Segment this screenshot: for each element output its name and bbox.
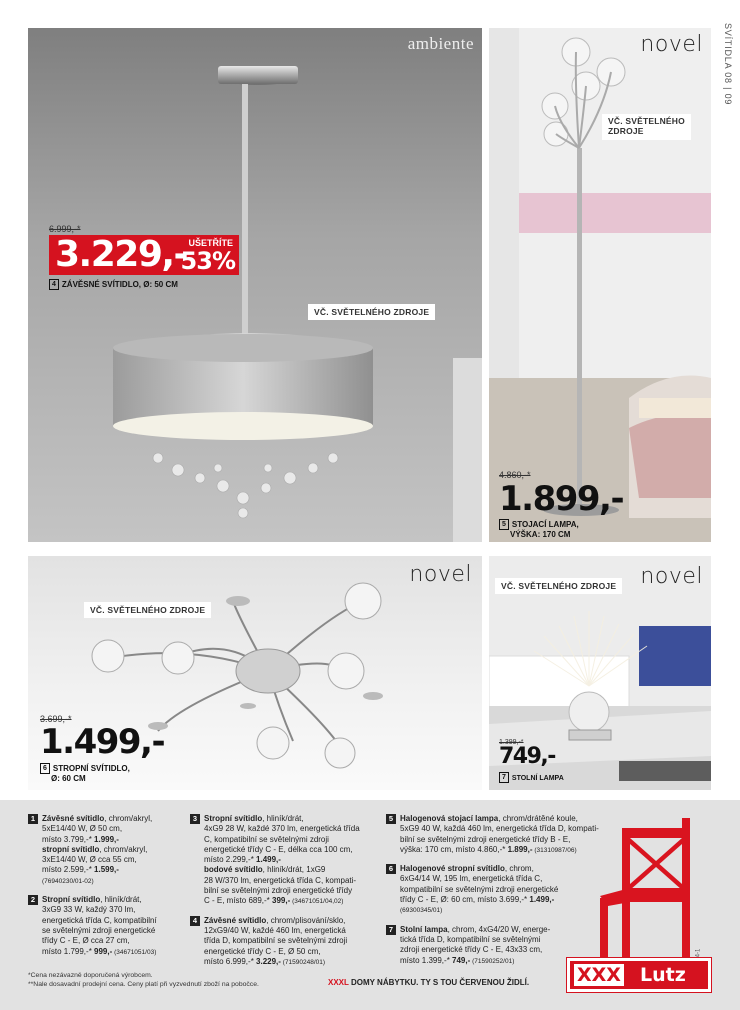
detail-bold: bodové svítidlo xyxy=(204,865,263,875)
detail-text: , hliník/drát, xyxy=(100,895,142,905)
detail-line xyxy=(42,926,188,936)
details-column-1 xyxy=(28,814,188,966)
xxxlutz-logo xyxy=(567,958,711,992)
product-detail-item xyxy=(28,814,188,887)
detail-line xyxy=(400,925,606,935)
detail-text: se světelnými zdroji energetické xyxy=(42,925,156,935)
detail-code: (31310987/06) xyxy=(532,846,577,854)
product-name: STOLNÍ LAMPA xyxy=(511,775,564,782)
detail-line xyxy=(400,845,606,856)
product-panel-pendant[interactable] xyxy=(28,28,482,542)
detail-line xyxy=(204,855,380,865)
product-number: 7 xyxy=(499,772,509,783)
detail-line xyxy=(400,935,606,945)
price: 1.499,- xyxy=(40,722,165,762)
detail-price: 1.599,- xyxy=(94,865,119,875)
old-price: 4.860,-* xyxy=(499,470,531,480)
product-panel-floor-lamp[interactable] xyxy=(489,28,711,542)
product-label xyxy=(499,519,579,539)
detail-line xyxy=(204,896,380,907)
detail-text: 28 W/370 lm, energetická třída C, kompati- xyxy=(204,875,357,885)
product-number: 6 xyxy=(40,763,50,774)
slogan-brand: XXXL xyxy=(328,978,349,987)
detail-bold: Stropní svítidlo xyxy=(42,895,101,905)
detail-line xyxy=(204,835,380,845)
item-number: 7 xyxy=(386,925,396,935)
detail-line xyxy=(204,947,380,957)
detail-bold: Stropní svítidlo xyxy=(204,814,263,823)
detail-line xyxy=(42,814,188,824)
detail-line xyxy=(204,886,380,896)
detail-line xyxy=(42,855,188,865)
detail-text: energetické třídy C - E, délka cca 100 cm, xyxy=(204,844,353,854)
product-detail-item xyxy=(190,916,380,968)
detail-code: (71590248/01) xyxy=(280,958,326,966)
detail-text: 3xE14/40 W, Ø cca 55 cm, xyxy=(42,855,137,865)
detail-line xyxy=(400,835,606,845)
product-name-line-1: STROPNÍ SVÍTIDLO, xyxy=(52,764,130,773)
detail-text: C, kompatibilní se světelnými zdroji xyxy=(204,834,329,844)
detail-text: kompatibilní se světelnými zdroji energetické xyxy=(400,884,559,894)
detail-text: místo 3.799,-* xyxy=(42,834,95,844)
product-number: 5 xyxy=(499,519,509,530)
section-label-text: SVÍTIDLA 08 | 09 xyxy=(723,23,733,106)
light-source-tag xyxy=(602,114,691,140)
detail-price: 1.999,- xyxy=(94,834,119,844)
detail-price: 3.229,- xyxy=(256,956,281,966)
old-price: 1.399,-* xyxy=(499,739,524,746)
detail-text: třída D, kompatibilní se světelnými zdroji xyxy=(204,936,348,946)
detail-text: třídy C - E, Ø: 60 cm, místo 3.699,-* xyxy=(400,895,530,905)
detail-text: 12xG9/40 W, každé 460 lm, energetická xyxy=(204,925,346,935)
detail-text: třídy C - E, Ø cca 27 cm, xyxy=(42,936,130,946)
detail-line xyxy=(42,895,188,905)
detail-text: místo 1.399,-* xyxy=(400,955,453,965)
light-source-tag: VČ. SVĚTELNÉHO ZDROJE xyxy=(84,602,211,618)
detail-line xyxy=(42,905,188,915)
brand-ambiente-logo: ambiente xyxy=(407,34,474,53)
detail-line xyxy=(42,916,188,926)
price: 1.899,- xyxy=(499,479,624,519)
details-column-2 xyxy=(190,814,380,976)
detail-line xyxy=(42,876,188,887)
product-detail-item xyxy=(190,814,380,908)
detail-line xyxy=(400,905,606,916)
detail-text: místo 2.299,-* xyxy=(204,855,257,865)
light-source-tag: VČ. SVĚTELNÉHO ZDROJE xyxy=(495,578,622,594)
detail-text: , chrom/drátěné koule, xyxy=(498,814,578,823)
detail-line xyxy=(204,926,380,936)
price: 749,- xyxy=(499,744,555,769)
detail-price: 1.499,- xyxy=(529,895,555,905)
product-details-footer xyxy=(0,800,740,1010)
tag-line-2: ZDROJE xyxy=(608,125,644,136)
detail-line xyxy=(42,824,188,834)
detail-price: 1.899,- xyxy=(507,844,533,854)
detail-bold: Halogenová stojací lampa xyxy=(400,814,499,823)
detail-code: (34671051/04,02) xyxy=(290,898,344,906)
old-price: 3.699,-* xyxy=(40,714,72,724)
product-name-line-2: VÝŠKA: 170 CM xyxy=(510,530,571,539)
item-number: 6 xyxy=(386,864,396,874)
savings-label: UŠETŘÍTE xyxy=(188,238,233,248)
detail-code: (34671051/03) xyxy=(112,948,157,956)
detail-price: 1.499,- xyxy=(256,855,281,865)
detail-text: místo 2.599,-* xyxy=(42,865,95,875)
savings-percent: 53% xyxy=(180,247,235,275)
detail-text: zdroji energetické třídy C - E, 43x33 cm, xyxy=(400,945,543,955)
detail-bold: Halogenové stropní svítidlo xyxy=(400,864,505,874)
product-detail-item xyxy=(28,895,188,958)
detail-text: , hliník/drát, xyxy=(262,814,304,823)
detail-line xyxy=(204,824,380,834)
detail-price: 999,- xyxy=(94,946,113,956)
detail-line xyxy=(400,864,606,874)
product-label xyxy=(49,279,178,290)
floor-lamp-illustration xyxy=(489,28,711,542)
item-number: 5 xyxy=(386,814,396,824)
product-label xyxy=(499,772,564,783)
details-column-3 xyxy=(386,814,606,975)
logo-xxx: XXX xyxy=(574,964,624,986)
detail-text: bilní se světelnými zdroji energetické třídy xyxy=(204,886,353,896)
detail-text: 5xG9 40 W, každá 460 lm, energetická třída D, kompati- xyxy=(400,824,599,834)
detail-line xyxy=(204,936,380,946)
product-panel-table-lamp[interactable] xyxy=(489,556,711,790)
detail-text: místo 6.999,-* xyxy=(204,956,257,966)
detail-line xyxy=(400,895,606,905)
product-detail-item xyxy=(386,814,606,856)
detail-text: energetické třídy C - E, Ø 50 cm, xyxy=(204,946,321,956)
detail-price: 399,- xyxy=(272,896,291,906)
detail-text: , chrom, xyxy=(504,864,534,874)
detail-line xyxy=(204,916,380,926)
detail-bold: Závěsné svítidlo xyxy=(42,814,105,823)
detail-line xyxy=(400,945,606,955)
detail-text: , chrom/akryl, xyxy=(104,814,153,823)
footnote-2: **Nale dosavadní prodejní cena. Ceny platí při vyzvednutí zboží na pobočce. xyxy=(28,981,259,988)
detail-text: , chrom/plisování/sklo, xyxy=(266,915,346,925)
detail-line xyxy=(400,824,606,834)
brand-novel-logo: novel xyxy=(640,32,703,57)
detail-line xyxy=(204,957,380,968)
logo-lutz: Lutz xyxy=(640,964,686,986)
red-chair-icon xyxy=(600,818,700,968)
detail-bold: Stolní lampa xyxy=(400,924,448,934)
detail-line xyxy=(204,845,380,855)
old-price: 6.999,-* xyxy=(49,224,81,234)
detail-text: energetická třída C, kompatibilní xyxy=(42,915,157,925)
price: 3.229,- xyxy=(55,234,187,275)
brand-novel-logo: novel xyxy=(409,562,472,587)
detail-code: (69300345/01) xyxy=(400,907,443,915)
detail-line xyxy=(204,814,380,824)
detail-text: místo 1.799,-* xyxy=(42,946,95,956)
detail-bold: Závěsné svítidlo xyxy=(204,915,267,925)
detail-bold: stropní svítidlo xyxy=(42,844,100,854)
detail-text: bilní se světelnými zdroji energetické třídy B - E, xyxy=(400,834,571,844)
detail-line xyxy=(42,865,188,875)
detail-line xyxy=(400,885,606,895)
detail-code: (76940230/01-02) xyxy=(42,877,94,885)
detail-text: C - E, místo 689,-* xyxy=(204,896,273,906)
detail-line xyxy=(42,936,188,946)
detail-text: 4xG9 28 W, každé 370 lm, energetická třída xyxy=(204,824,360,834)
detail-line xyxy=(400,874,606,884)
detail-text: , hliník/drát, 1xG9 xyxy=(262,865,326,875)
item-number: 3 xyxy=(190,814,200,824)
item-number: 2 xyxy=(28,895,38,905)
item-number: 1 xyxy=(28,814,38,824)
product-label xyxy=(40,763,130,783)
item-number: 4 xyxy=(190,916,200,926)
detail-price: 749,- xyxy=(452,955,471,965)
detail-text: 6xG4/14 W, 195 lm, energetická třída C, xyxy=(400,874,543,884)
detail-text: , chrom, 4xG4/20 W, energe- xyxy=(447,924,551,934)
slogan-text: DOMY NÁBYTKU. TY S TOU ČERVENOU ŽIDLÍ. xyxy=(348,978,530,987)
product-detail-item xyxy=(386,864,606,916)
slogan xyxy=(328,978,529,987)
footnotes xyxy=(28,971,259,989)
product-number: 4 xyxy=(49,279,59,290)
light-source-tag: VČ. SVĚTELNÉHO ZDROJE xyxy=(308,304,435,320)
product-name-line-1: STOJACÍ LAMPA, xyxy=(511,520,579,529)
product-name-line-2: Ø: 60 CM xyxy=(51,774,86,783)
detail-line xyxy=(42,835,188,845)
detail-text: , chrom/akryl, xyxy=(99,844,148,854)
detail-line xyxy=(400,814,606,824)
detail-line xyxy=(204,865,380,875)
sale-price-box xyxy=(49,235,239,275)
section-side-label xyxy=(718,23,733,148)
detail-text: tická třída D, kompatibilní se světelnými xyxy=(400,934,541,944)
detail-code: (71590252/01) xyxy=(470,957,515,965)
brand-novel-logo: novel xyxy=(640,564,703,589)
product-panel-ceiling-lamp[interactable] xyxy=(28,556,482,790)
detail-line xyxy=(42,947,188,958)
detail-text: 3xG9 33 W, každý 370 lm, xyxy=(42,905,136,915)
product-name: ZÁVĚSNÉ SVÍTIDLO, Ø: 50 CM xyxy=(61,280,178,289)
detail-line xyxy=(204,876,380,886)
detail-line xyxy=(42,845,188,855)
tag-line-1: VČ. SVĚTELNÉHO xyxy=(608,116,685,126)
detail-text: 5xE14/40 W, Ø 50 cm, xyxy=(42,824,123,834)
footnote-1: *Cena nezávazně doporučená výrobcem. xyxy=(28,972,153,979)
detail-text: výška: 170 cm, místo 4.860,-* xyxy=(400,844,508,854)
